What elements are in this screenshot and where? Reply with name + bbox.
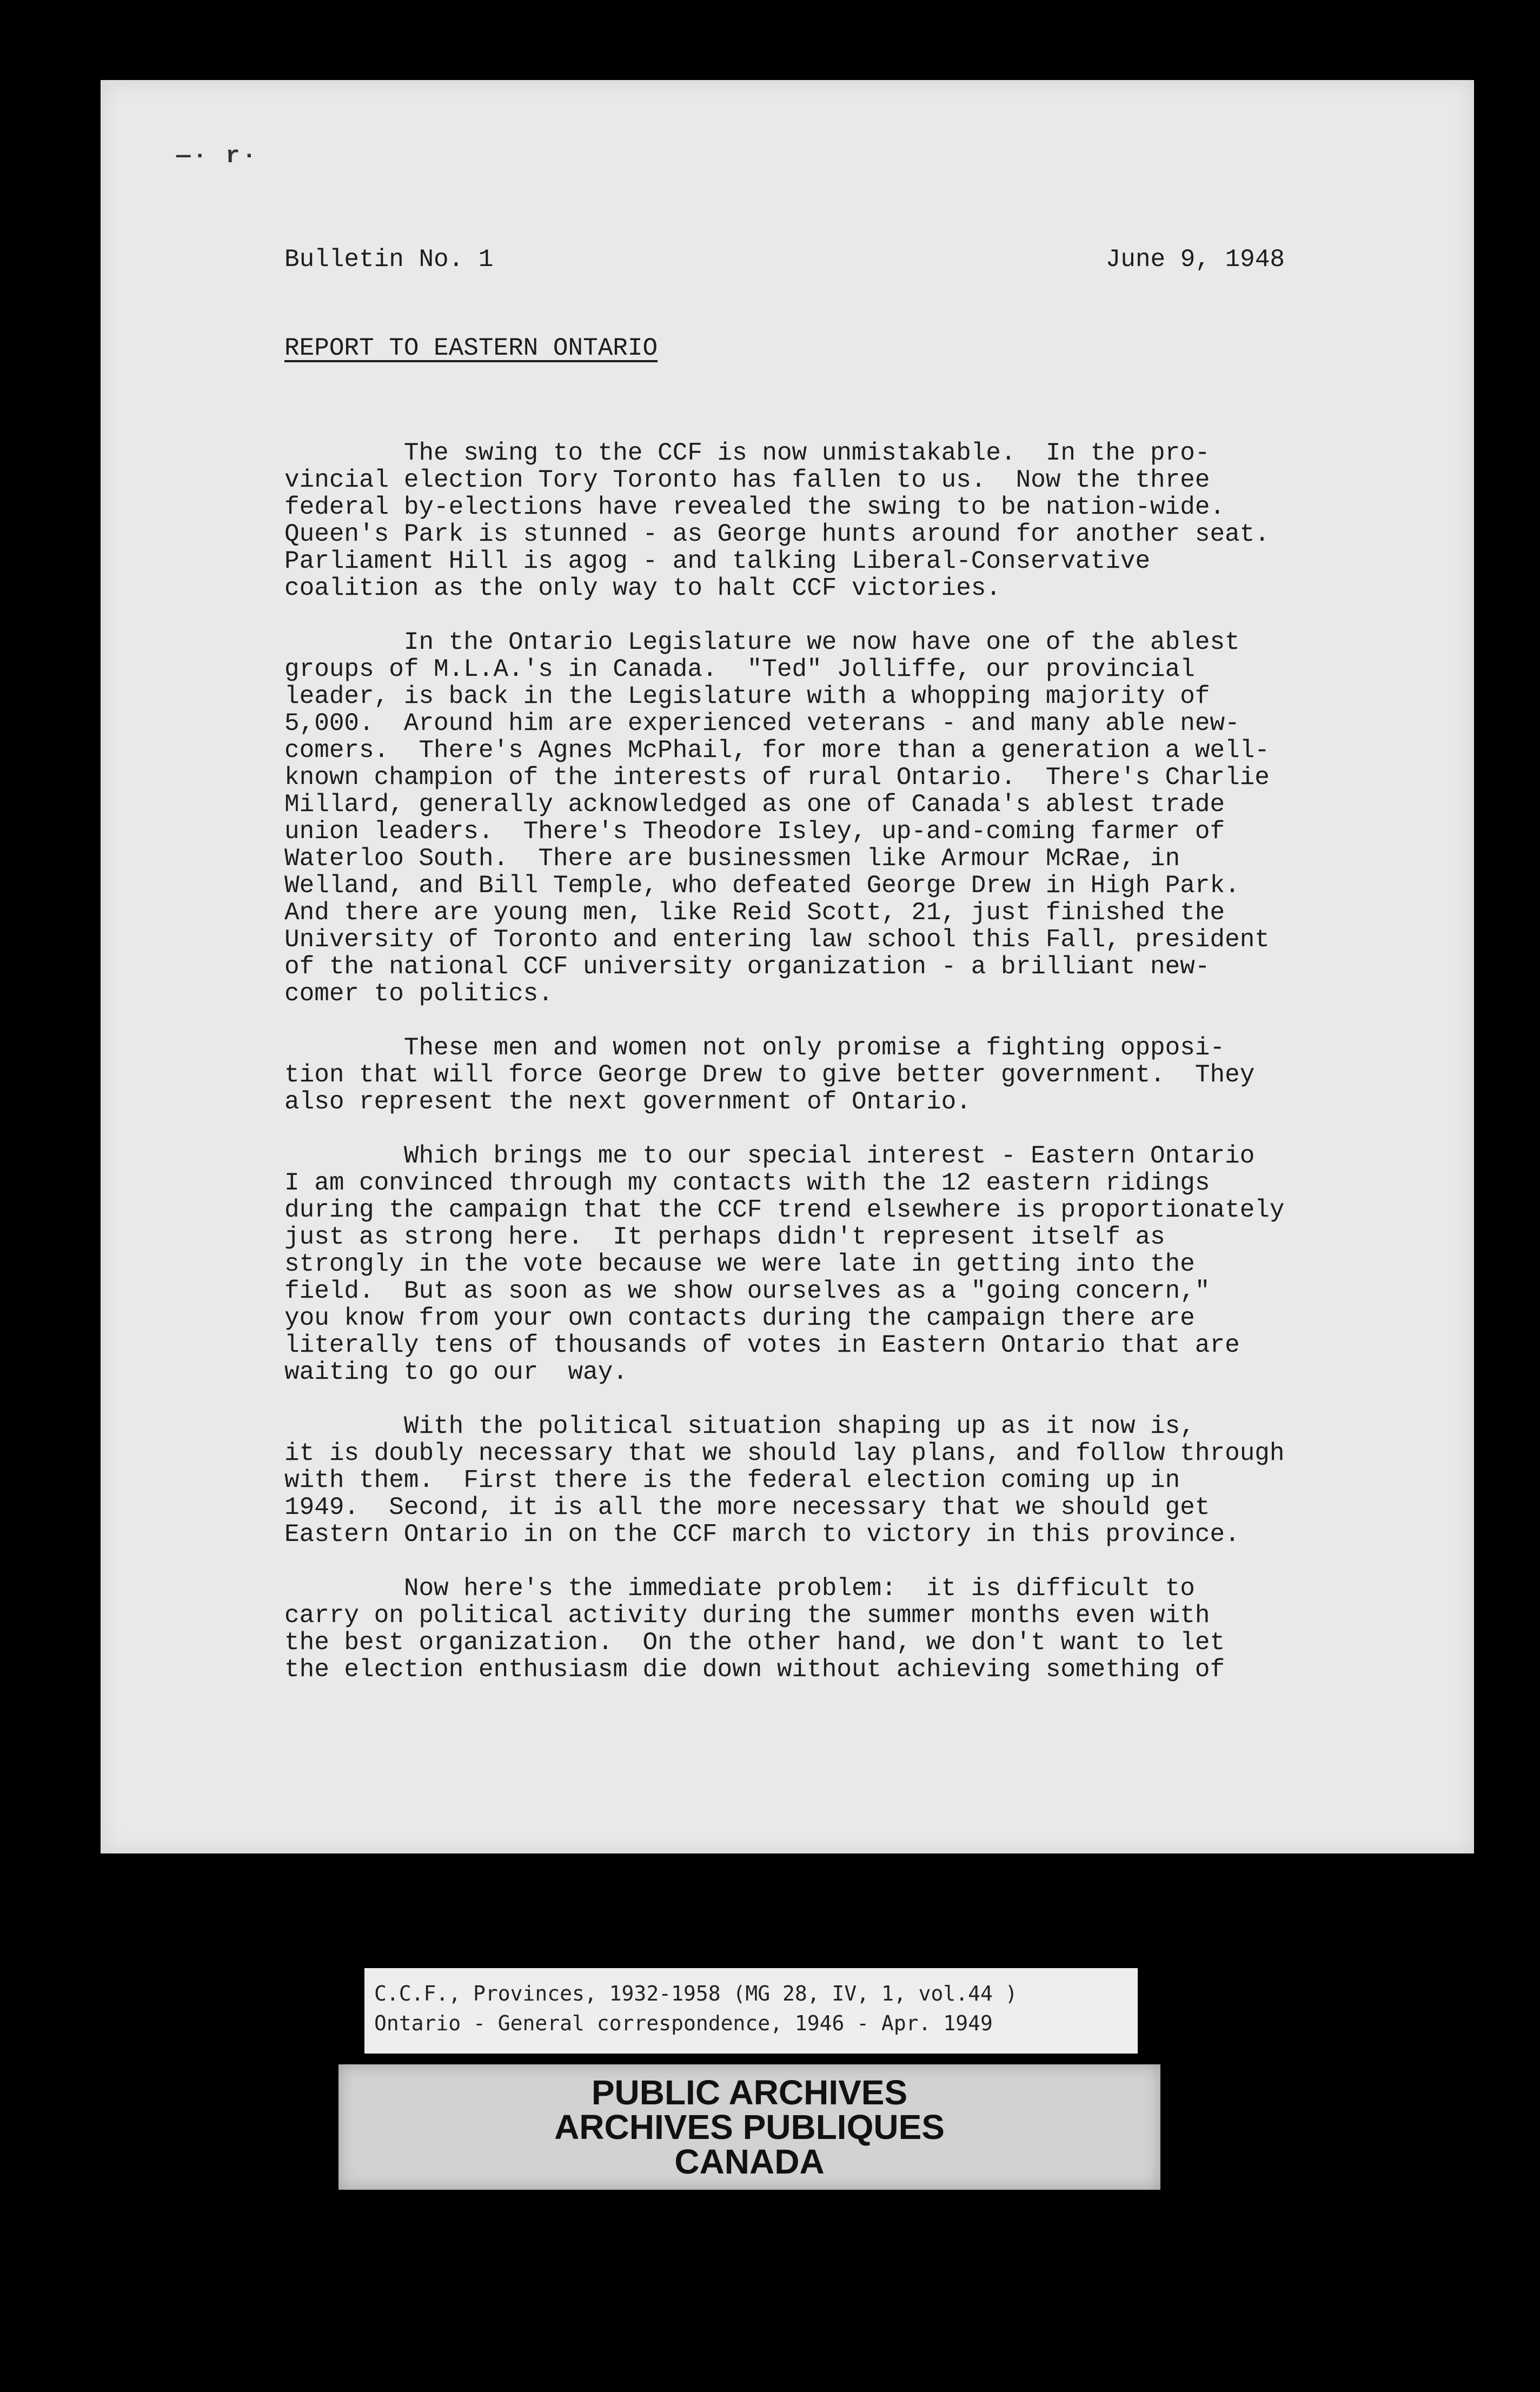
archives-stamp <box>338 2064 1160 2190</box>
paragraph: In the Ontario Legislature we now have one of the ablest groups of M.L.A.'s in Canada. "Ted" Jolliffe, our provincial leader, is back in the Legislature with a whopping majority of 5,000. Around him are experienced veterans - and many able new- comers. There's Agnes McPhail, for more than a generation a well- known champion of the interests of rural Ontario. There's Charlie Millard, generally acknowledged as one of Canada's ablest trade union leaders. There's Theodore Isley, up-and-coming farmer of Waterloo South. There are businessmen like Armour McRae, in Welland, and Bill Temple, who defeated George Drew in High Park. And there are young men, like Reid Scott, 21, just finished the University of Toronto and entering law school this Fall, president of the national CCF university organization - a brilliant new- comer to politics. <box>284 628 1270 1008</box>
margin-mark: —· r· <box>176 143 259 170</box>
paragraph: The swing to the CCF is now unmistakable. In the pro- vincial election Tory Toronto has fallen to us. Now the three federal by-elections have revealed the swing to be nation-wide. Queen's Park is stunned - as George hunts around for another seat. Parliament Hill is agog - and talking Liberal-Conservative coalition as the only way to halt CCF victories. <box>284 439 1270 602</box>
document-date: June 9, 1948 <box>1105 245 1285 274</box>
stamp-line: CANADA <box>674 2142 825 2181</box>
document-body <box>284 440 1409 1710</box>
bulletin-number: Bulletin No. 1 <box>284 245 494 274</box>
paragraph: With the political situation shaping up as it now is, it is doubly necessary that we should lay plans, and follow through with them. First there is the federal election coming up in 1949. Second, it is all the more necessary that we should get Eastern Ontario in on the CCF march to victory in this province. <box>284 1412 1285 1549</box>
stamp-line: ARCHIVES PUBLIQUES <box>554 2108 945 2147</box>
document-page <box>101 80 1474 1853</box>
document-header <box>284 245 1285 274</box>
paragraph: These men and women not only promise a fighting opposi- tion that will force George Drew to give better government. They also represent the next government of Ontario. <box>284 1034 1255 1116</box>
archive-reference-line: C.C.F., Provinces, 1932-1958 (MG 28, IV, 1, vol.44 ) <box>374 1982 1018 2005</box>
archive-reference-card <box>364 1968 1138 2054</box>
document-heading: REPORT TO EASTERN ONTARIO <box>284 334 658 362</box>
paragraph: Now here's the immediate problem: it is difficult to carry on political activity during the summer months even with the best organization. On the other hand, we don't want to let the election enthusiasm die down without achieving something of <box>284 1574 1225 1684</box>
stamp-line: PUBLIC ARCHIVES <box>591 2073 908 2112</box>
archive-reference-line: Ontario - General correspondence, 1946 - Apr. 1949 <box>374 2011 993 2035</box>
paragraph: Which brings me to our special interest - Eastern Ontario I am convinced through my contacts with the 12 eastern ridings during the campaign that the CCF trend elsewhere is proportionately just as strong here. It perhaps didn't represent itself as strongly in the vote because we were late in getting into the field. But as soon as we show ourselves as a "going concern," you know from your own contacts during the campaign there are literally tens of thousands of votes in Eastern Ontario that are waiting to go our way. <box>284 1142 1285 1386</box>
